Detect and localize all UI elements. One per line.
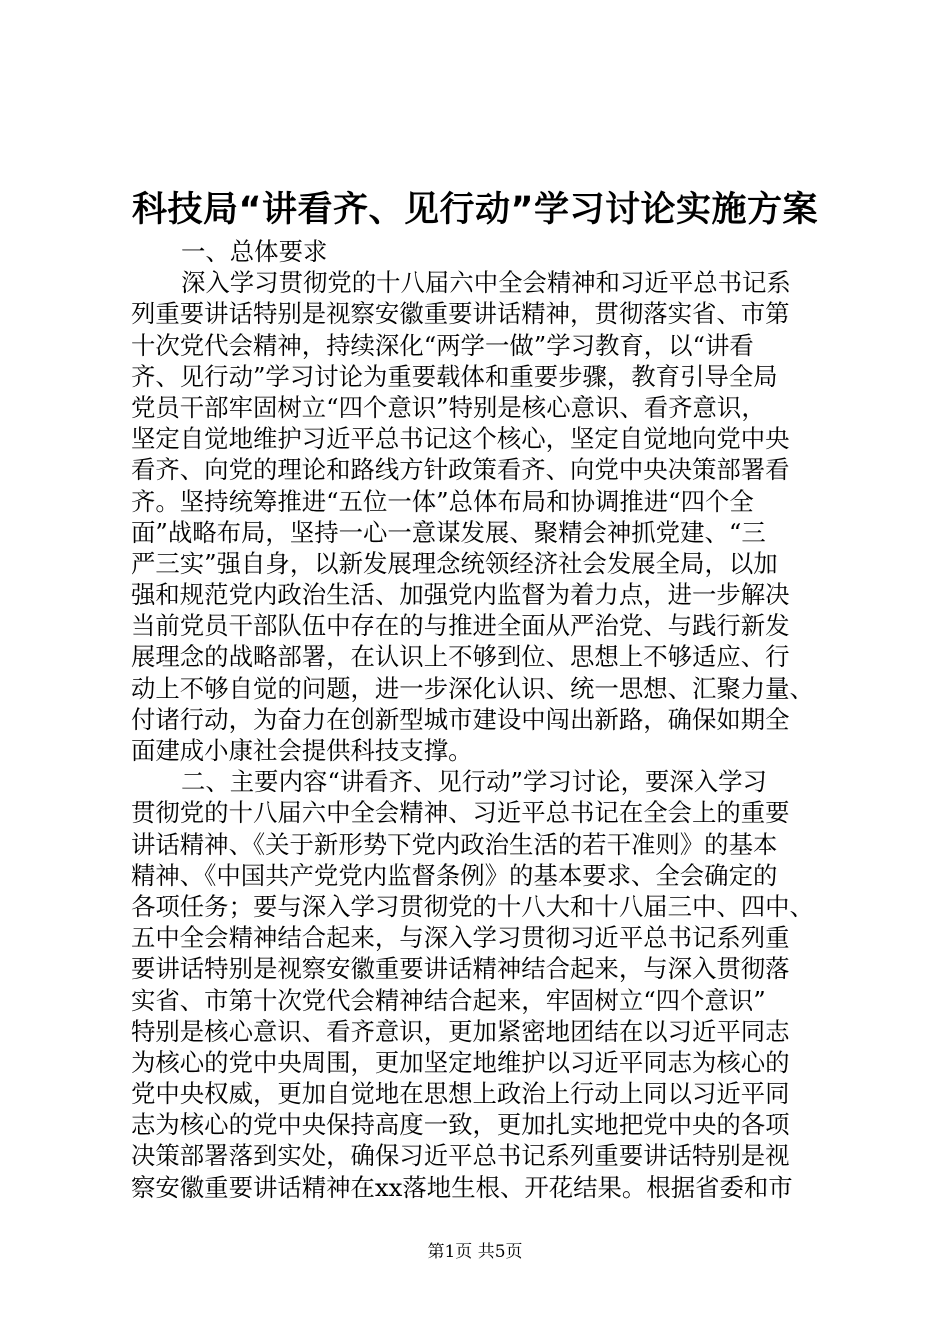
page-number-footer: 第1页 共5页 (427, 1242, 523, 1262)
paragraph-line: 为核心的党中央周围，更加坚定地维护以习近平同志为核心的 (131, 1047, 790, 1077)
paragraph-line: 面建成小康社会提供科技支撑。 (131, 736, 473, 765)
paragraph-line: 深入学习贯彻党的十八届六中全会精神和习近平总书记系 (181, 268, 791, 298)
section-heading-general-requirements: 一、总体要求 (181, 237, 328, 266)
paragraph-line: 看齐、向党的理论和路线方针政策看齐、向党中央决策部署看 (131, 455, 790, 485)
paragraph-line: 特别是核心意识、看齐意识，更加紧密地团结在以习近平同志 (131, 1016, 790, 1046)
paragraph-line: 十次党代会精神，持续深化“两学一做”学习教育，以“讲看 (131, 330, 754, 360)
paragraph-line: 讲话精神、《关于新形势下党内政治生活的若干准则》的基本 (131, 829, 778, 859)
document-title: 科技局“讲看齐、见行动”学习讨论实施方案 (131, 190, 818, 230)
paragraph-line: 付诸行动，为奋力在创新型城市建设中闯出新路，确保如期全 (131, 704, 790, 734)
paragraph-line: 面”战略布局，坚持一心一意谋发展、聚精会神抓党建、“三 (131, 517, 766, 547)
paragraph-line: 当前党员干部队伍中存在的与推进全面从严治党、与践行新发 (131, 611, 790, 641)
paragraph-line: 察安徽重要讲话精神在xx落地生根、开花结果。根据省委和市 (131, 1172, 793, 1202)
paragraph-line: 坚定自觉地维护习近平总书记这个核心，坚定自觉地向党中央 (131, 424, 790, 454)
paragraph-line: 齐。坚持统筹推进“五位一体”总体布局和协调推进“四个全 (131, 486, 754, 516)
paragraph-line: 精神、《中国共产党党内监督条例》的基本要求、全会确定的 (131, 860, 778, 890)
paragraph-line: 决策部署落到实处，确保习近平总书记系列重要讲话特别是视 (131, 1141, 790, 1171)
paragraph-line: 贯彻党的十八届六中全会精神、习近平总书记在全会上的重要 (131, 798, 790, 828)
paragraph-line: 动上不够自觉的问题，进一步深化认识、统一思想、汇聚力量、 (131, 673, 814, 703)
paragraph-line: 志为核心的党中央保持高度一致，更加扎实地把党中央的各项 (131, 1110, 790, 1140)
paragraph-line: 要讲话特别是视察安徽重要讲话精神结合起来，与深入贯彻落 (131, 954, 790, 984)
paragraph-line: 强和规范党内政治生活、加强党内监督为着力点，进一步解决 (131, 580, 790, 610)
section-heading-main-content: 二、主要内容“讲看齐、见行动”学习讨论，要深入学习 (181, 767, 767, 797)
paragraph-line: 五中全会精神结合起来，与深入学习贯彻习近平总书记系列重 (131, 923, 790, 953)
paragraph-line: 齐、见行动”学习讨论为重要载体和重要步骤，教育引导全局 (131, 361, 778, 391)
paragraph-line: 实省、市第十次党代会精神结合起来，牢固树立“四个意识” (131, 985, 766, 1015)
paragraph-line: 党员干部牢固树立“四个意识”特别是核心意识、看齐意识， (131, 392, 766, 422)
paragraph-line: 各项任务；要与深入学习贯彻党的十八大和十八届三中、四中、 (131, 891, 814, 921)
paragraph-line: 列重要讲话特别是视察安徽重要讲话精神，贯彻落实省、市第 (131, 299, 790, 329)
paragraph-line: 展理念的战略部署，在认识上不够到位、思想上不够适应、行 (131, 642, 790, 672)
document-body (131, 236, 831, 1203)
paragraph-line: 党中央权威，更加自觉地在思想上政治上行动上同以习近平同 (131, 1079, 790, 1109)
paragraph-line: 严三实”强自身，以新发展理念统领经济社会发展全局，以加 (131, 548, 778, 578)
